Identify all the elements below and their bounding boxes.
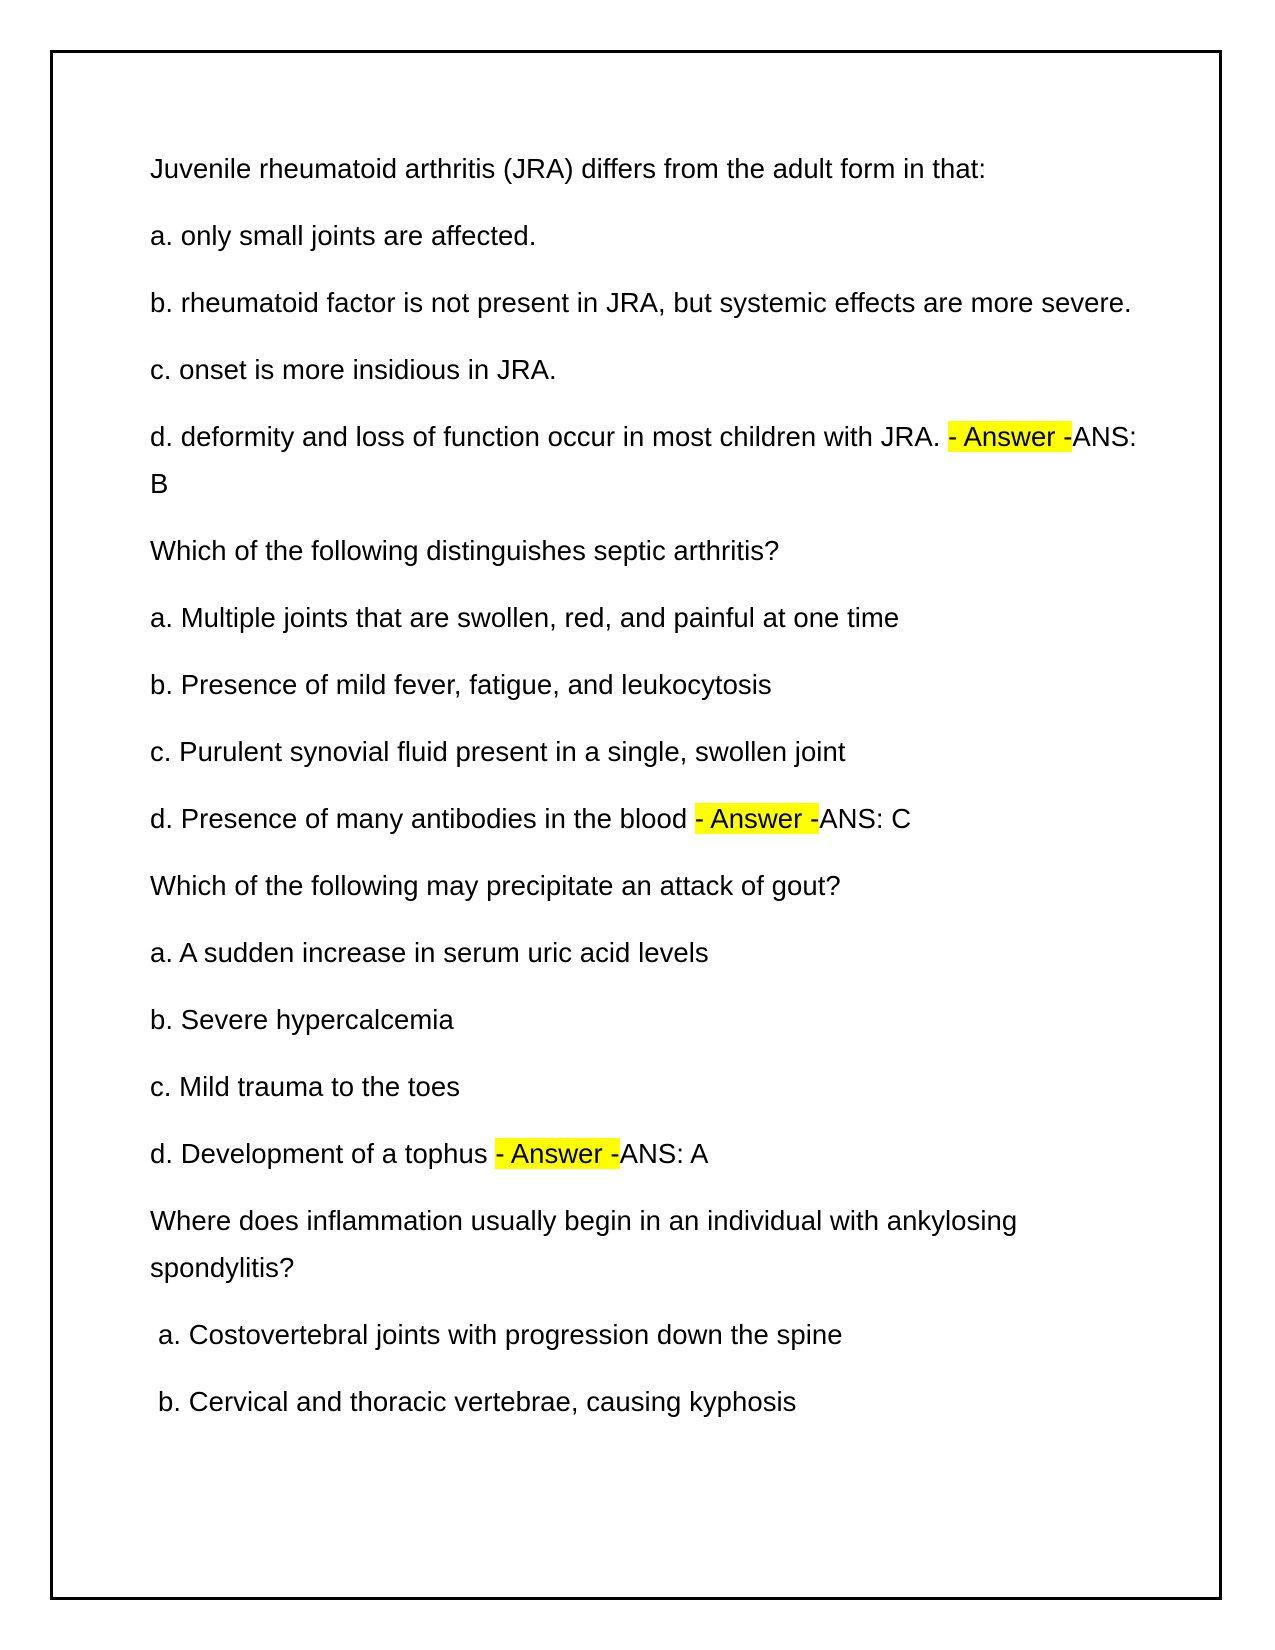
answer-option: c. Purulent synovial fluid present in a single, swollen joint (150, 736, 846, 767)
question-stem: Where does inflammation usually begin in an individual with ankylosing spondylitis? (150, 1205, 1018, 1283)
answer-option: a. Multiple joints that are swollen, red, and painful at one time (150, 602, 900, 633)
answer-key: ANS: C (819, 803, 912, 834)
question-stem: Which of the following distinguishes septic arthritis? (150, 535, 780, 566)
answer-key: ANS: A (619, 1138, 709, 1169)
answer-option: a. only small joints are affected. (150, 220, 537, 251)
question-stem: Which of the following may precipitate an attack of gout? (150, 870, 841, 901)
question-stem: Juvenile rheumatoid arthritis (JRA) differs from the adult form in that: (150, 153, 987, 184)
answer-option: b. Presence of mild fever, fatigue, and leukocytosis (150, 669, 772, 700)
answer-option-with-answer (150, 1130, 1140, 1177)
answer-option: c. onset is more insidious in JRA. (150, 354, 557, 385)
answer-marker-highlight: - Answer - (495, 1138, 620, 1169)
document-body (150, 145, 1140, 1445)
answer-option: b. Cervical and thoracic vertebrae, causing kyphosis (158, 1386, 797, 1417)
answer-option-text: d. Presence of many antibodies in the blood (150, 803, 695, 834)
answer-option: a. A sudden increase in serum uric acid levels (150, 937, 709, 968)
answer-marker-highlight: - Answer - (694, 803, 820, 834)
answer-option: b. Severe hypercalcemia (150, 1004, 454, 1035)
answer-option: b. rheumatoid factor is not present in JRA, but systemic effects are more severe. (150, 287, 1132, 318)
answer-option: c. Mild trauma to the toes (150, 1071, 461, 1102)
answer-option: a. Costovertebral joints with progression down the spine (158, 1319, 843, 1350)
answer-marker-highlight: - Answer - (948, 421, 1073, 452)
answer-option-text: d. deformity and loss of function occur in most children with JRA. (150, 421, 949, 452)
answer-option-with-answer (150, 795, 1140, 842)
answer-key: ANS: B (150, 421, 1137, 499)
answer-option-text: d. Development of a tophus (150, 1138, 496, 1169)
answer-option-with-answer (150, 413, 1140, 507)
